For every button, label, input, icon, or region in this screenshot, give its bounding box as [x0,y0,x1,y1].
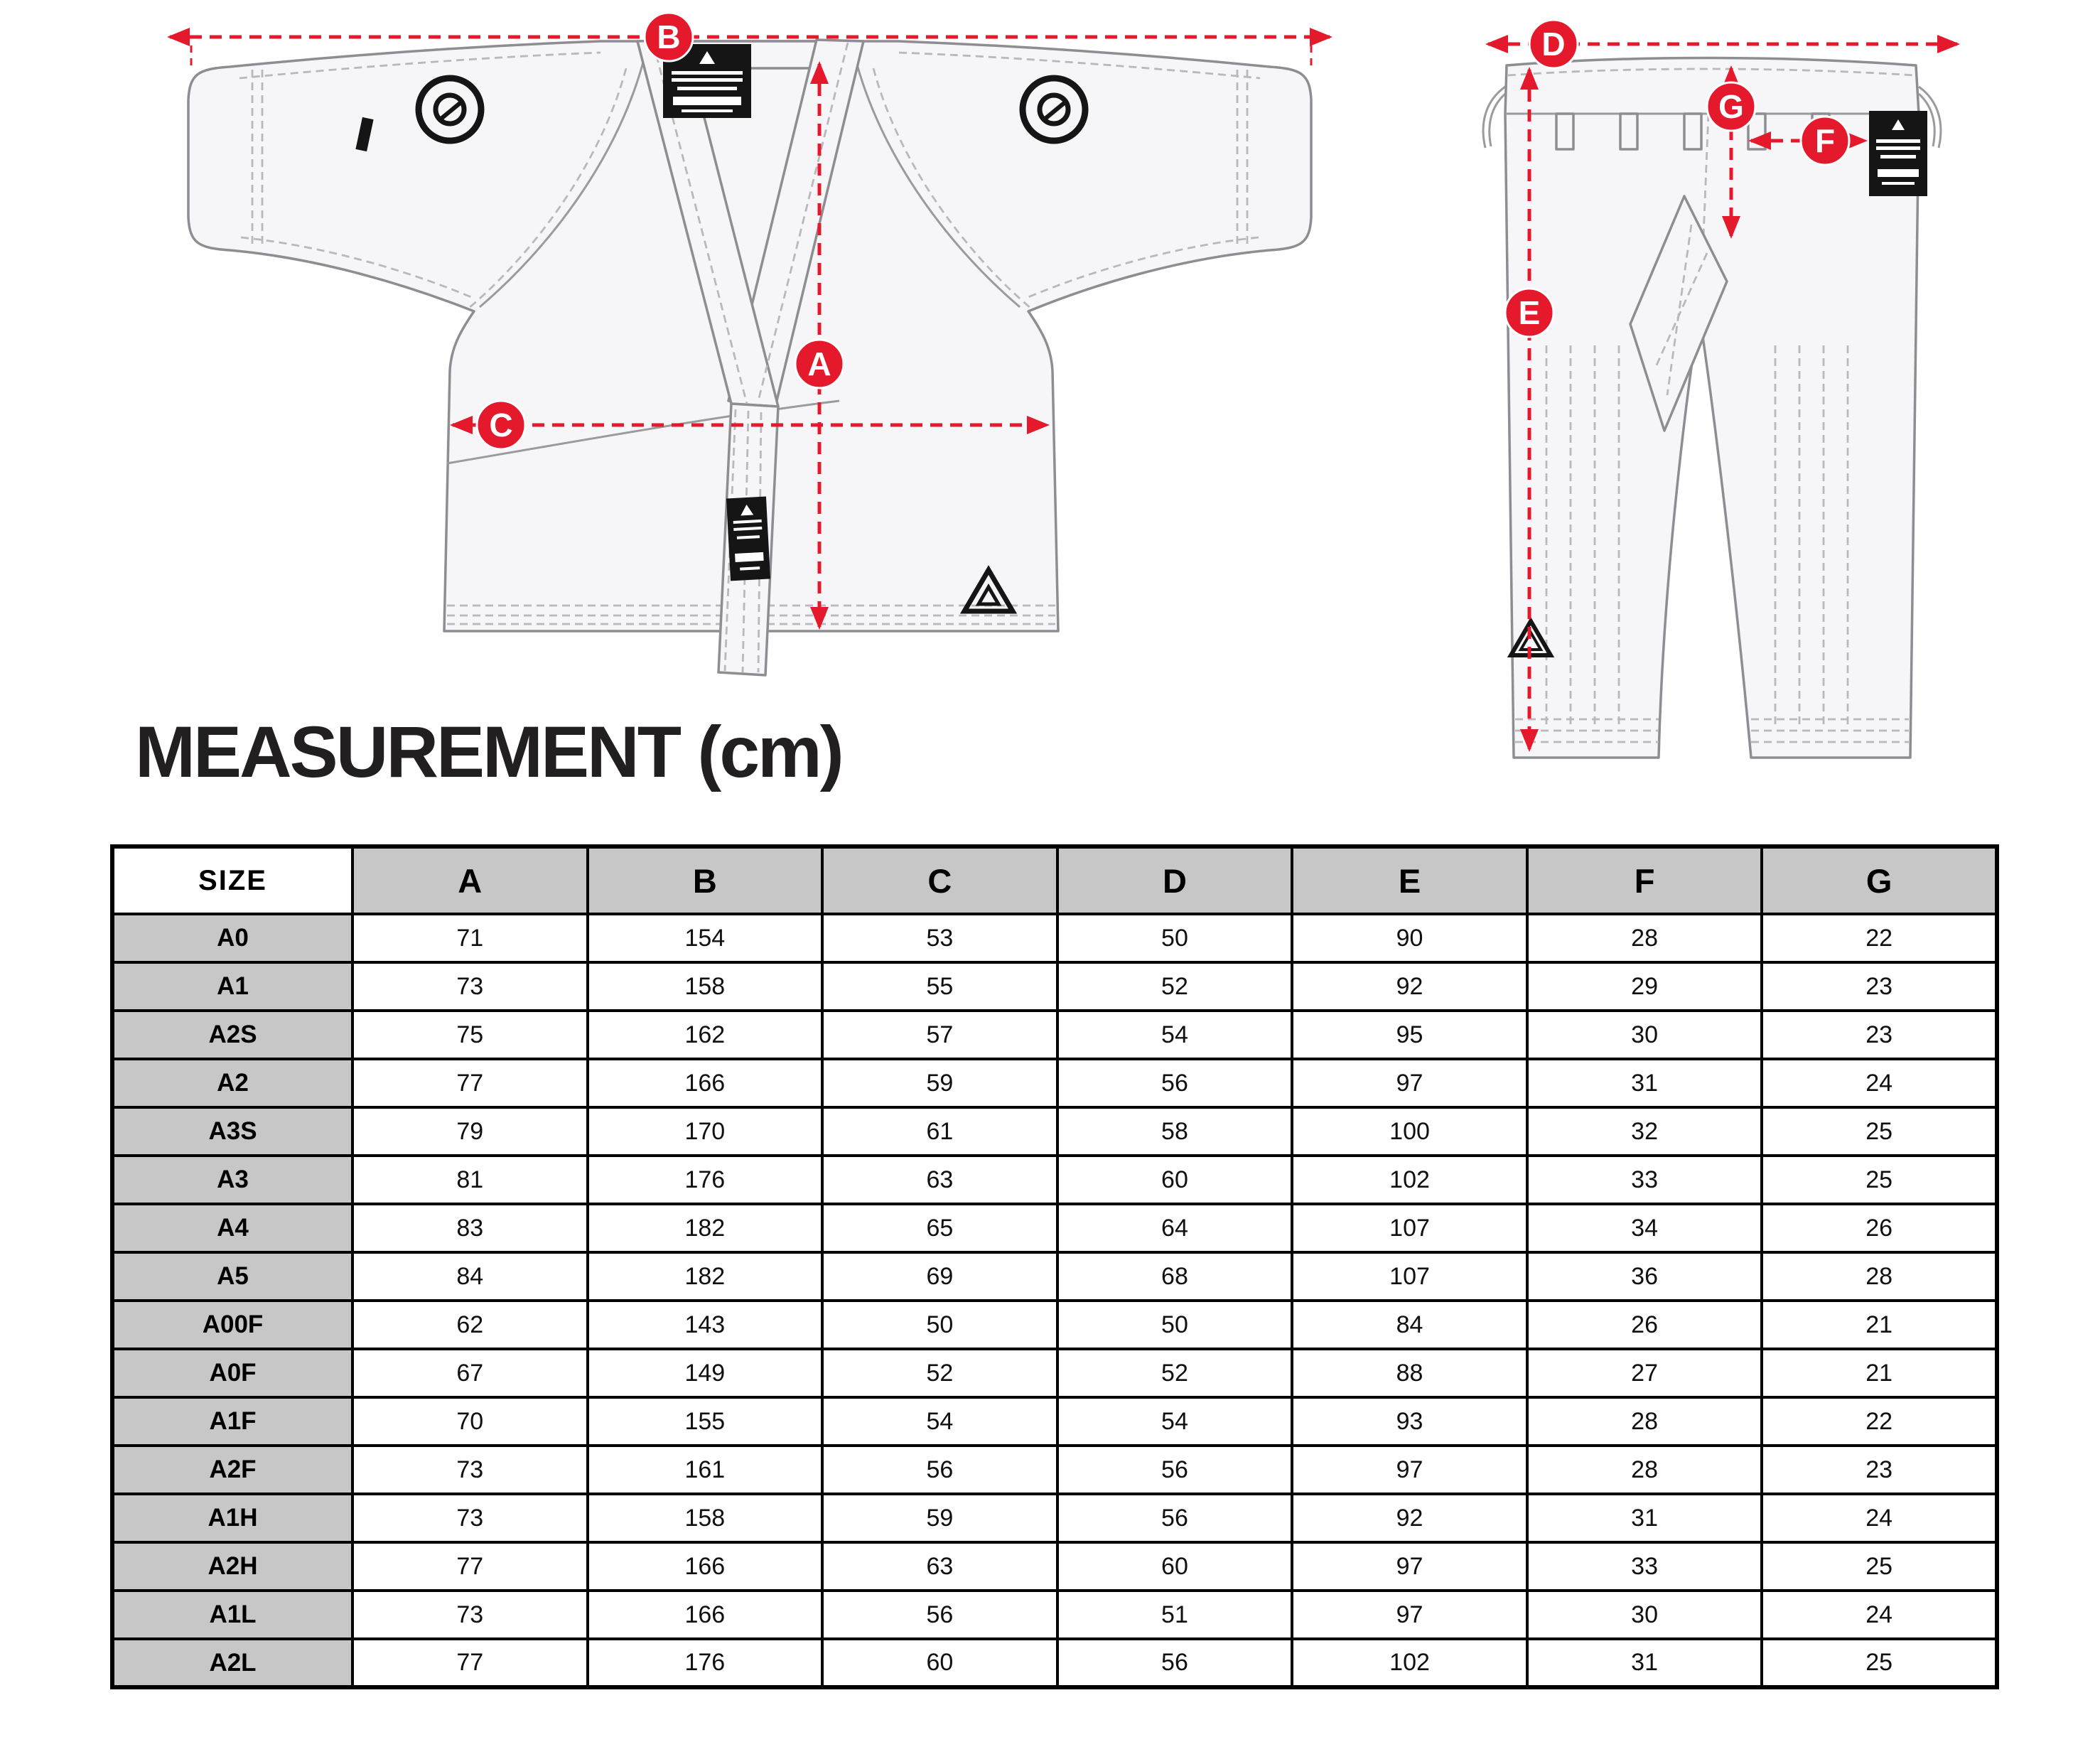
cell-A1L-G: 24 [1762,1591,1997,1639]
pants-outline [1505,58,1919,758]
cell-A2F-F: 28 [1527,1446,1762,1494]
header-B: B [588,846,823,914]
cell-A2-E: 97 [1292,1059,1527,1107]
cell-A0-D: 50 [1057,914,1293,962]
cell-A1F-B: 155 [588,1397,823,1446]
svg-text:C: C [489,407,513,443]
row-A2F [112,1446,1997,1494]
cell-A2H-G: 25 [1762,1542,1997,1591]
cell-A3S-F: 32 [1527,1107,1762,1156]
size-cell-A5: A5 [112,1252,352,1301]
cell-A1F-D: 54 [1057,1397,1293,1446]
cell-A3-D: 60 [1057,1156,1293,1204]
cell-A2-D: 56 [1057,1059,1293,1107]
row-A3S [112,1107,1997,1156]
header-D: D [1057,846,1293,914]
size-cell-A2H: A2H [112,1542,352,1591]
row-A3 [112,1156,1997,1204]
cell-A5-D: 68 [1057,1252,1293,1301]
cell-A1F-A: 70 [352,1397,588,1446]
cell-A1-A: 73 [352,962,588,1011]
cell-A2L-E: 102 [1292,1639,1527,1687]
cell-A2F-D: 56 [1057,1446,1293,1494]
size-cell-A3S: A3S [112,1107,352,1156]
cell-A2S-G: 23 [1762,1011,1997,1059]
cell-A2H-E: 97 [1292,1542,1527,1591]
cell-A1L-B: 166 [588,1591,823,1639]
size-cell-A4: A4 [112,1204,352,1252]
cell-A00F-E: 84 [1292,1301,1527,1349]
cell-A2H-A: 77 [352,1542,588,1591]
header-G: G [1762,846,1997,914]
measure-label-C [477,401,525,449]
belt-tag [726,497,770,581]
cell-A1L-D: 51 [1057,1591,1293,1639]
cell-A0F-E: 88 [1292,1349,1527,1397]
cell-A1-D: 52 [1057,962,1293,1011]
cell-A1-C: 55 [822,962,1057,1011]
cell-A0F-B: 149 [588,1349,823,1397]
size-cell-A2: A2 [112,1059,352,1107]
cell-A2S-E: 95 [1292,1011,1527,1059]
cell-A1L-C: 56 [822,1591,1057,1639]
measure-label-B [645,13,693,61]
size-cell-A0: A0 [112,914,352,962]
cell-A2-B: 166 [588,1059,823,1107]
cell-A2-C: 59 [822,1059,1057,1107]
cell-A1L-F: 30 [1527,1591,1762,1639]
cell-A3-A: 81 [352,1156,588,1204]
size-cell-A1: A1 [112,962,352,1011]
row-A2S [112,1011,1997,1059]
measurement-table [110,844,1999,1689]
cell-A2F-C: 56 [822,1446,1057,1494]
cell-A0F-A: 67 [352,1349,588,1397]
cell-A2L-D: 56 [1057,1639,1293,1687]
cell-A5-E: 107 [1292,1252,1527,1301]
cell-A2S-B: 162 [588,1011,823,1059]
cell-A1F-F: 28 [1527,1397,1762,1446]
cell-A2S-A: 75 [352,1011,588,1059]
cell-A0-B: 154 [588,914,823,962]
cell-A5-G: 28 [1762,1252,1997,1301]
drawstring-left [1483,87,1505,148]
cell-A3S-E: 100 [1292,1107,1527,1156]
cell-A1F-C: 54 [822,1397,1057,1446]
cell-A0F-G: 21 [1762,1349,1997,1397]
measure-label-D [1529,20,1578,68]
size-cell-A0F: A0F [112,1349,352,1397]
cell-A1L-A: 73 [352,1591,588,1639]
cell-A4-E: 107 [1292,1204,1527,1252]
cell-A3S-D: 58 [1057,1107,1293,1156]
cell-A2L-A: 77 [352,1639,588,1687]
measure-label-F [1801,117,1849,165]
cell-A0-C: 53 [822,914,1057,962]
header-F: F [1527,846,1762,914]
cell-A1H-C: 59 [822,1494,1057,1542]
cell-A2H-C: 63 [822,1542,1057,1591]
cell-A3S-B: 170 [588,1107,823,1156]
row-A0F [112,1349,1997,1397]
header-C: C [822,846,1057,914]
cell-A1-G: 23 [1762,962,1997,1011]
size-cell-A00F: A00F [112,1301,352,1349]
svg-text:G: G [1718,88,1744,125]
cell-A3-C: 63 [822,1156,1057,1204]
page-title: MEASUREMENT (cm) [135,711,842,792]
cell-A2L-F: 31 [1527,1639,1762,1687]
cell-A5-B: 182 [588,1252,823,1301]
cell-A1L-E: 97 [1292,1591,1527,1639]
svg-text:B: B [657,18,681,55]
cell-A3S-G: 25 [1762,1107,1997,1156]
cell-A4-D: 64 [1057,1204,1293,1252]
cell-A2S-C: 57 [822,1011,1057,1059]
cell-A00F-G: 21 [1762,1301,1997,1349]
size-cell-A2L: A2L [112,1639,352,1687]
cell-A0-E: 90 [1292,914,1527,962]
pants-tag [1869,111,1927,196]
cell-A4-B: 182 [588,1204,823,1252]
header-size: SIZE [112,846,352,914]
cell-A0-G: 22 [1762,914,1997,962]
size-cell-A1H: A1H [112,1494,352,1542]
cell-A3-F: 33 [1527,1156,1762,1204]
cell-A1F-G: 22 [1762,1397,1997,1446]
cell-A00F-F: 26 [1527,1301,1762,1349]
svg-text:F: F [1814,122,1836,159]
cell-A2F-E: 97 [1292,1446,1527,1494]
row-A2L [112,1639,1997,1687]
cell-A1-F: 29 [1527,962,1762,1011]
gi-jacket-diagram [146,11,1354,683]
row-A0 [112,914,1997,962]
row-A5 [112,1252,1997,1301]
cell-A0F-D: 52 [1057,1349,1293,1397]
size-cell-A2S: A2S [112,1011,352,1059]
cell-A1H-E: 92 [1292,1494,1527,1542]
cell-A2H-B: 166 [588,1542,823,1591]
row-A00F [112,1301,1997,1349]
row-A1H [112,1494,1997,1542]
cell-A4-G: 26 [1762,1204,1997,1252]
cell-A2S-D: 54 [1057,1011,1293,1059]
cell-A00F-A: 62 [352,1301,588,1349]
cell-A4-A: 83 [352,1204,588,1252]
measure-label-A [795,340,844,388]
cell-A2-F: 31 [1527,1059,1762,1107]
cell-A0F-F: 27 [1527,1349,1762,1397]
cell-A5-A: 84 [352,1252,588,1301]
cell-A5-F: 36 [1527,1252,1762,1301]
cell-A1H-G: 24 [1762,1494,1997,1542]
size-cell-A3: A3 [112,1156,352,1204]
cell-A1-E: 92 [1292,962,1527,1011]
cell-A1-B: 158 [588,962,823,1011]
cell-A5-C: 69 [822,1252,1057,1301]
cell-A2F-A: 73 [352,1446,588,1494]
cell-A2L-G: 25 [1762,1639,1997,1687]
cell-A2H-D: 60 [1057,1542,1293,1591]
row-A1F [112,1397,1997,1446]
header-A: A [352,846,588,914]
cell-A0-F: 28 [1527,914,1762,962]
cell-A1H-A: 73 [352,1494,588,1542]
cell-A3-G: 25 [1762,1156,1997,1204]
cell-A00F-D: 50 [1057,1301,1293,1349]
row-A1 [112,962,1997,1011]
cell-A2-A: 77 [352,1059,588,1107]
table-header [112,846,1997,914]
measure-label-G [1707,82,1755,131]
gi-pants-diagram [1450,18,1969,793]
cell-A2S-F: 30 [1527,1011,1762,1059]
table-body [112,914,1997,1687]
row-A2H [112,1542,1997,1591]
cell-A2-G: 24 [1762,1059,1997,1107]
cell-A3-B: 176 [588,1156,823,1204]
cell-A2L-B: 176 [588,1639,823,1687]
cell-A2F-G: 23 [1762,1446,1997,1494]
cell-A00F-C: 50 [822,1301,1057,1349]
svg-text:D: D [1541,26,1566,63]
row-A4 [112,1204,1997,1252]
cell-A00F-B: 143 [588,1301,823,1349]
row-A1L [112,1591,1997,1639]
cell-A1F-E: 93 [1292,1397,1527,1446]
svg-text:E: E [1518,294,1541,331]
cell-A4-F: 34 [1527,1204,1762,1252]
cell-A3S-A: 79 [352,1107,588,1156]
size-cell-A1L: A1L [112,1591,352,1639]
cell-A3S-C: 61 [822,1107,1057,1156]
measure-label-E [1505,289,1554,337]
cell-A1H-B: 158 [588,1494,823,1542]
svg-text:A: A [807,345,831,382]
cell-A2F-B: 161 [588,1446,823,1494]
header-E: E [1292,846,1527,914]
row-A2 [112,1059,1997,1107]
cell-A0F-C: 52 [822,1349,1057,1397]
cell-A4-C: 65 [822,1204,1057,1252]
cell-A2L-C: 60 [822,1639,1057,1687]
size-cell-A1F: A1F [112,1397,352,1446]
cell-A1H-D: 56 [1057,1494,1293,1542]
cell-A0-A: 71 [352,914,588,962]
cell-A2H-F: 33 [1527,1542,1762,1591]
cell-A3-E: 102 [1292,1156,1527,1204]
size-cell-A2F: A2F [112,1446,352,1494]
cell-A1H-F: 31 [1527,1494,1762,1542]
